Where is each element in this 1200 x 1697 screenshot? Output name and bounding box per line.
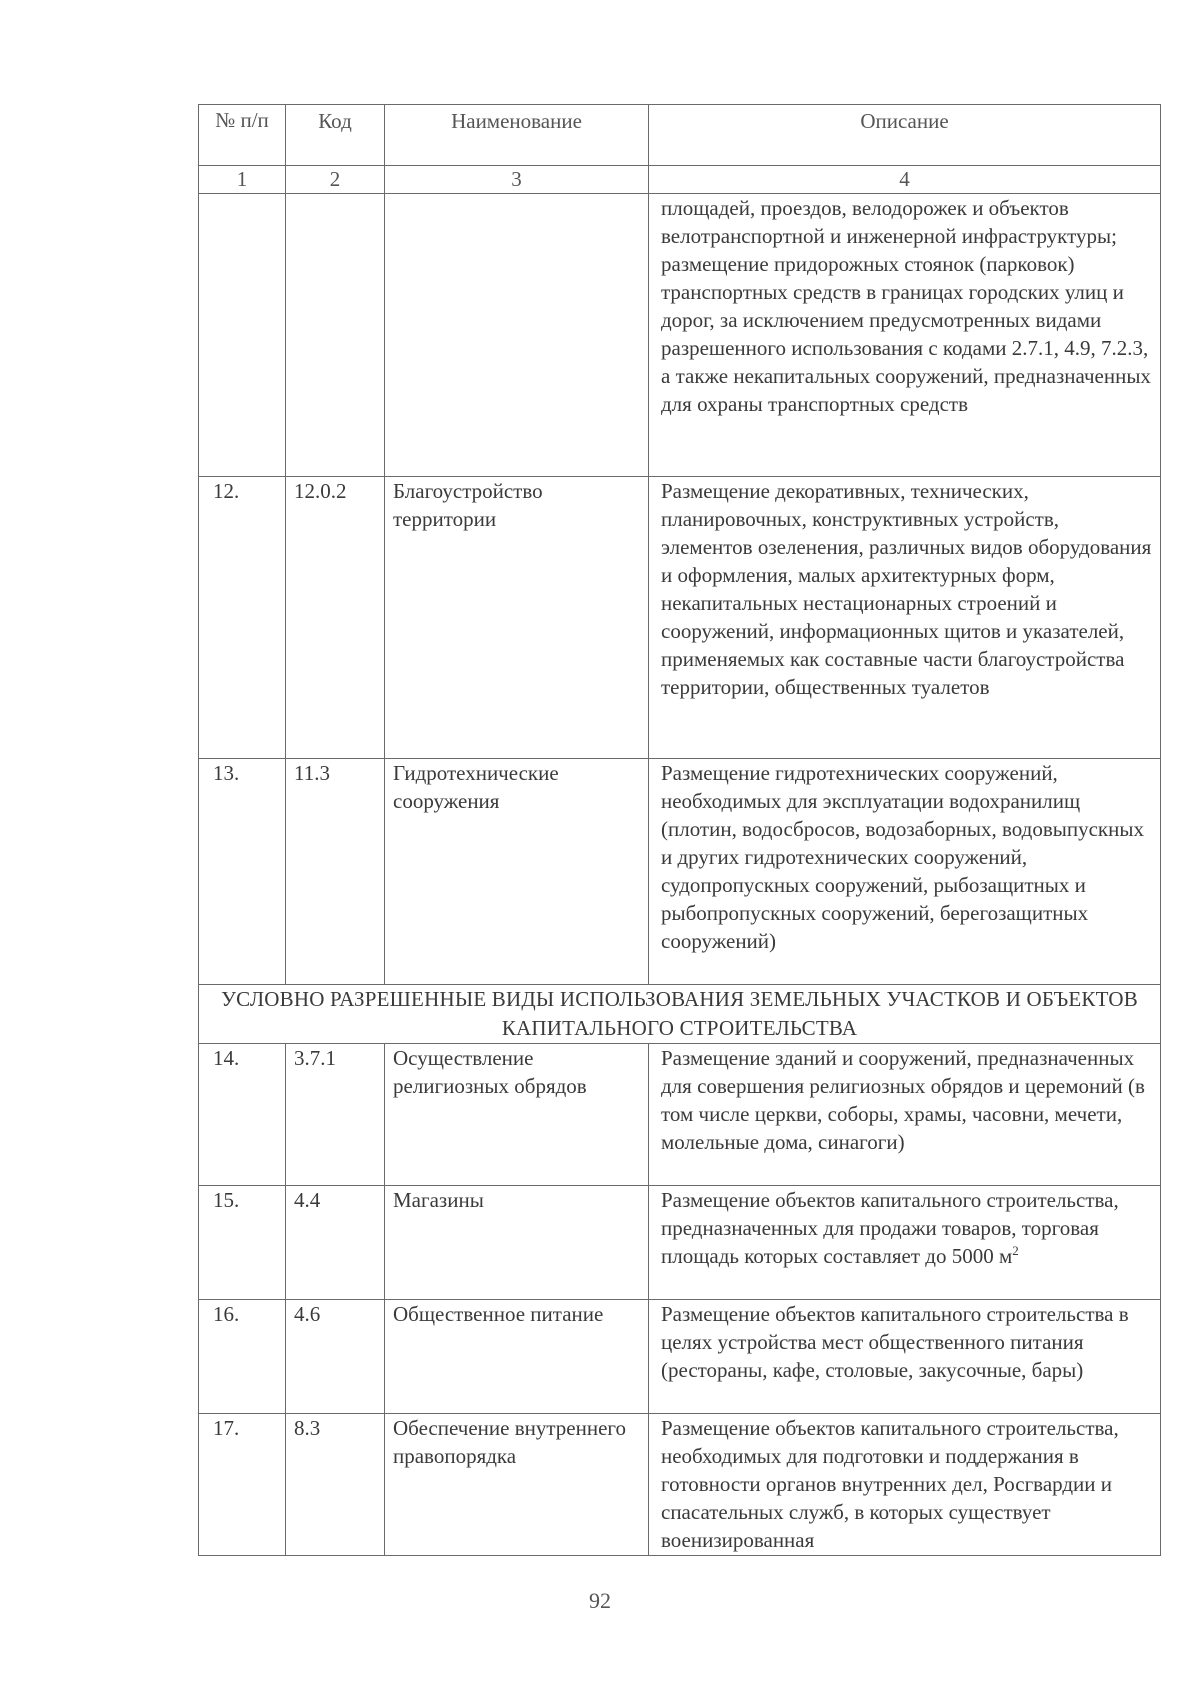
row-name: Магазины [385, 1186, 649, 1300]
table-row-continued [199, 194, 1161, 477]
header-description: Описание [649, 105, 1161, 166]
row-code: 4.4 [286, 1186, 385, 1300]
header-code: Код [286, 105, 385, 166]
row-code: 3.7.1 [286, 1044, 385, 1186]
row-number: 16. [199, 1300, 286, 1414]
row-code: 8.3 [286, 1414, 385, 1556]
page-number: 92 [589, 1588, 611, 1613]
row-description: Размещение декоративных, технических, планировочных, конструктивных устройств, элементов озеленения, различных видов оборудования и оформления, малых архитектурных форм, некапитальных нестационарных строений и сооружений, информационных щитов и указателей, применяемых как составные части благоустройства территории, общественных туалетов [649, 477, 1161, 759]
row-code: 4.6 [286, 1300, 385, 1414]
column-number: 4 [649, 166, 1161, 194]
column-numbers-row [199, 166, 1161, 194]
table-row [199, 477, 1161, 759]
land-use-table [198, 104, 1161, 1556]
row-number: 12. [199, 477, 286, 759]
column-number: 1 [199, 166, 286, 194]
row-description: Размещение зданий и сооружений, предназначенных для совершения религиозных обрядов и церемоний (в том числе церкви, соборы, храмы, часовни, мечети, молельные дома, синагоги) [649, 1044, 1161, 1186]
row-description: Размещение объектов капитального строительства в целях устройства мест общественного питания (рестораны, кафе, столовые, закусочные, бары) [649, 1300, 1161, 1414]
row-description: площадей, проездов, велодорожек и объектов велотранспортной и инженерной инфраструктуры; размещение придорожных стоянок (парковок) транспортных средств в границах городских улиц и дорог, за исключением предусмотренных видами разрешенного использования с кодами 2.7.1, 4.9, 7.2.3, а также некапитальных сооружений, предназначенных для охраны транспортных средств [649, 194, 1161, 477]
column-number: 3 [385, 166, 649, 194]
row-description: Размещение объектов капитального строительства, необходимых для подготовки и поддержания в готовности органов внутренних дел, Росгвардии и спасательных служб, в которых существует военизированная [649, 1414, 1161, 1556]
row-description-cell [649, 1186, 1161, 1300]
header-num: № п/п [199, 105, 286, 166]
row-name: Обеспечение внутреннего правопорядка [385, 1414, 649, 1556]
superscript-2: 2 [1012, 1243, 1019, 1258]
table-header-row [199, 105, 1161, 166]
row-name: Гидротехнические сооружения [385, 759, 649, 985]
row-number: 13. [199, 759, 286, 985]
header-name: Наименование [385, 105, 649, 166]
row-number: 15. [199, 1186, 286, 1300]
table-row [199, 1186, 1161, 1300]
section-header-row [199, 985, 1161, 1044]
table-row [199, 759, 1161, 985]
row-number: 14. [199, 1044, 286, 1186]
row-description: Размещение объектов капитального строительства, предназначенных для продажи товаров, торговая площадь которых составляет до 5000 м [661, 1188, 1119, 1268]
row-code: 12.0.2 [286, 477, 385, 759]
row-name: Осуществление религиозных обрядов [385, 1044, 649, 1186]
table-row [199, 1414, 1161, 1556]
row-description: Размещение гидротехнических сооружений, необходимых для эксплуатации водохранилищ (плотин, водосбросов, водозаборных, водовыпускных и других гидротехнических сооружений, судопропускных сооружений, рыбозащитных и рыбопропускных сооружений, берегозащитных сооружений) [649, 759, 1161, 985]
table-row [199, 1300, 1161, 1414]
row-name: Благоустройство территории [385, 477, 649, 759]
column-number: 2 [286, 166, 385, 194]
row-name: Общественное питание [385, 1300, 649, 1414]
row-number: 17. [199, 1414, 286, 1556]
table-row [199, 1044, 1161, 1186]
section-title: УСЛОВНО РАЗРЕШЕННЫЕ ВИДЫ ИСПОЛЬЗОВАНИЯ ЗЕМЕЛЬНЫХ УЧАСТКОВ И ОБЪЕКТОВ КАПИТАЛЬНОГО СТРОИТЕЛЬСТВА [199, 985, 1161, 1044]
row-code: 11.3 [286, 759, 385, 985]
